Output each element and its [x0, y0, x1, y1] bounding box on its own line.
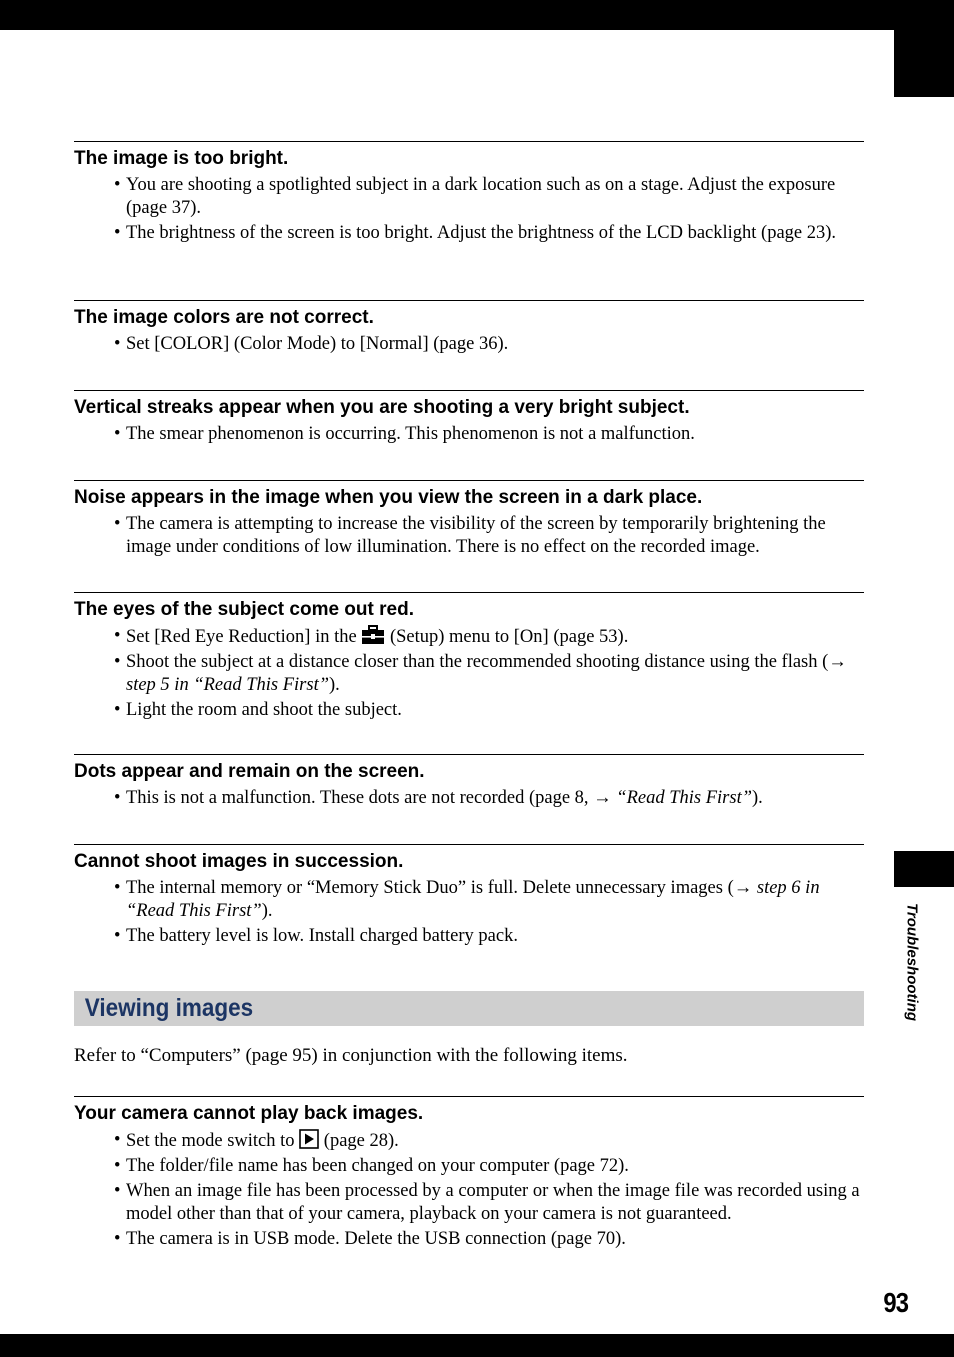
- section-title: Noise appears in the image when you view the screen in a dark place.: [74, 487, 703, 508]
- list-item: • This is not a malfunction. These dots are not recorded (page 8, → “Read This First”).: [74, 787, 864, 810]
- list-item: • The folder/file name has been changed on your computer (page 72).: [74, 1155, 864, 1178]
- list-item: • The internal memory or “Memory Stick Duo” is full. Delete unnecessary images (→ step 6 in “Read This First”).: [74, 877, 864, 922]
- list-item: • You are shooting a spotlighted subject in a dark location such as on a stage. Adjust the exposure (page 37).: [74, 174, 864, 219]
- section-title: The image colors are not correct.: [74, 307, 374, 328]
- bullet-list: [74, 1129, 864, 1250]
- bullet-list: [74, 513, 864, 558]
- list-item: • The smear phenomenon is occurring. This phenomenon is not a malfunction.: [74, 423, 864, 446]
- list-item: • Set the mode switch to (page 28).: [74, 1129, 864, 1153]
- arrow-glyph: →: [593, 788, 612, 808]
- list-item: • The camera is attempting to increase the visibility of the screen by temporarily brightening the image under conditions of low illumination. There is no effect on the recorded image.: [74, 513, 864, 558]
- chapter-index-tab: [894, 851, 954, 887]
- bottom-black-bar: [0, 1334, 954, 1357]
- arrow-glyph: →: [733, 878, 753, 898]
- playback-icon: [299, 1129, 319, 1149]
- section-noise-dark-place: [74, 480, 864, 561]
- list-item: • When an image file has been processed by a computer or when the image file was recorded using a model other than that of your camera, playback on your camera is not guaranteed.: [74, 1180, 864, 1225]
- setup-toolbox-icon: [361, 625, 385, 645]
- section-title: The eyes of the subject come out red.: [74, 599, 414, 620]
- top-black-bar: [0, 0, 954, 30]
- viewing-images-heading: Viewing images: [84, 994, 254, 1022]
- section-dots-on-screen: [74, 754, 864, 812]
- list-item: • Light the room and shoot the subject.: [74, 699, 864, 722]
- bullet-list: [74, 625, 864, 721]
- section-colors-incorrect: [74, 300, 864, 358]
- section-no-succession: [74, 844, 864, 950]
- section-too-bright: [74, 141, 864, 247]
- cross-reference: step 6 in “Read This First”: [126, 878, 820, 921]
- list-item: • Set [COLOR] (Color Mode) to [Normal] (page 36).: [74, 333, 864, 356]
- list-item: • The battery level is low. Install charged battery pack.: [74, 925, 864, 948]
- arrow-glyph: →: [828, 652, 847, 672]
- bullet-list: [74, 423, 864, 446]
- section-vertical-streaks: [74, 390, 864, 448]
- section-title: Your camera cannot play back images.: [74, 1103, 424, 1124]
- top-chapter-tab: [894, 30, 954, 97]
- viewing-images-heading-bar: [74, 991, 864, 1026]
- list-item: • The brightness of the screen is too bright. Adjust the brightness of the LCD backlight (page 23).: [74, 222, 864, 245]
- section-title: Vertical streaks appear when you are shooting a very bright subject.: [74, 397, 690, 418]
- section-title: Cannot shoot images in succession.: [74, 851, 404, 872]
- section-red-eyes: [74, 592, 864, 724]
- section-cannot-play-back: [74, 1096, 864, 1253]
- list-item: • The camera is in USB mode. Delete the USB connection (page 70).: [74, 1228, 864, 1251]
- section-title: Dots appear and remain on the screen.: [74, 761, 425, 782]
- section-title: The image is too bright.: [74, 148, 289, 169]
- page-number: 93: [883, 1287, 908, 1318]
- viewing-intro-text: Refer to “Computers” (page 95) in conjunction with the following items.: [74, 1045, 628, 1066]
- bullet-list: [74, 174, 864, 244]
- bullet-list: [74, 333, 864, 356]
- list-item: • Set [Red Eye Reduction] in the (Setup) menu to [On] (page 53).: [74, 625, 864, 649]
- cross-reference: step 5 in “Read This First”: [126, 674, 330, 695]
- cross-reference: “Read This First”: [616, 788, 752, 808]
- list-item: • Shoot the subject at a distance closer than the recommended shooting distance using the flash (→ step 5 in “Read This First”).: [74, 651, 864, 696]
- bullet-list: [74, 877, 864, 947]
- bullet-list: [74, 787, 864, 810]
